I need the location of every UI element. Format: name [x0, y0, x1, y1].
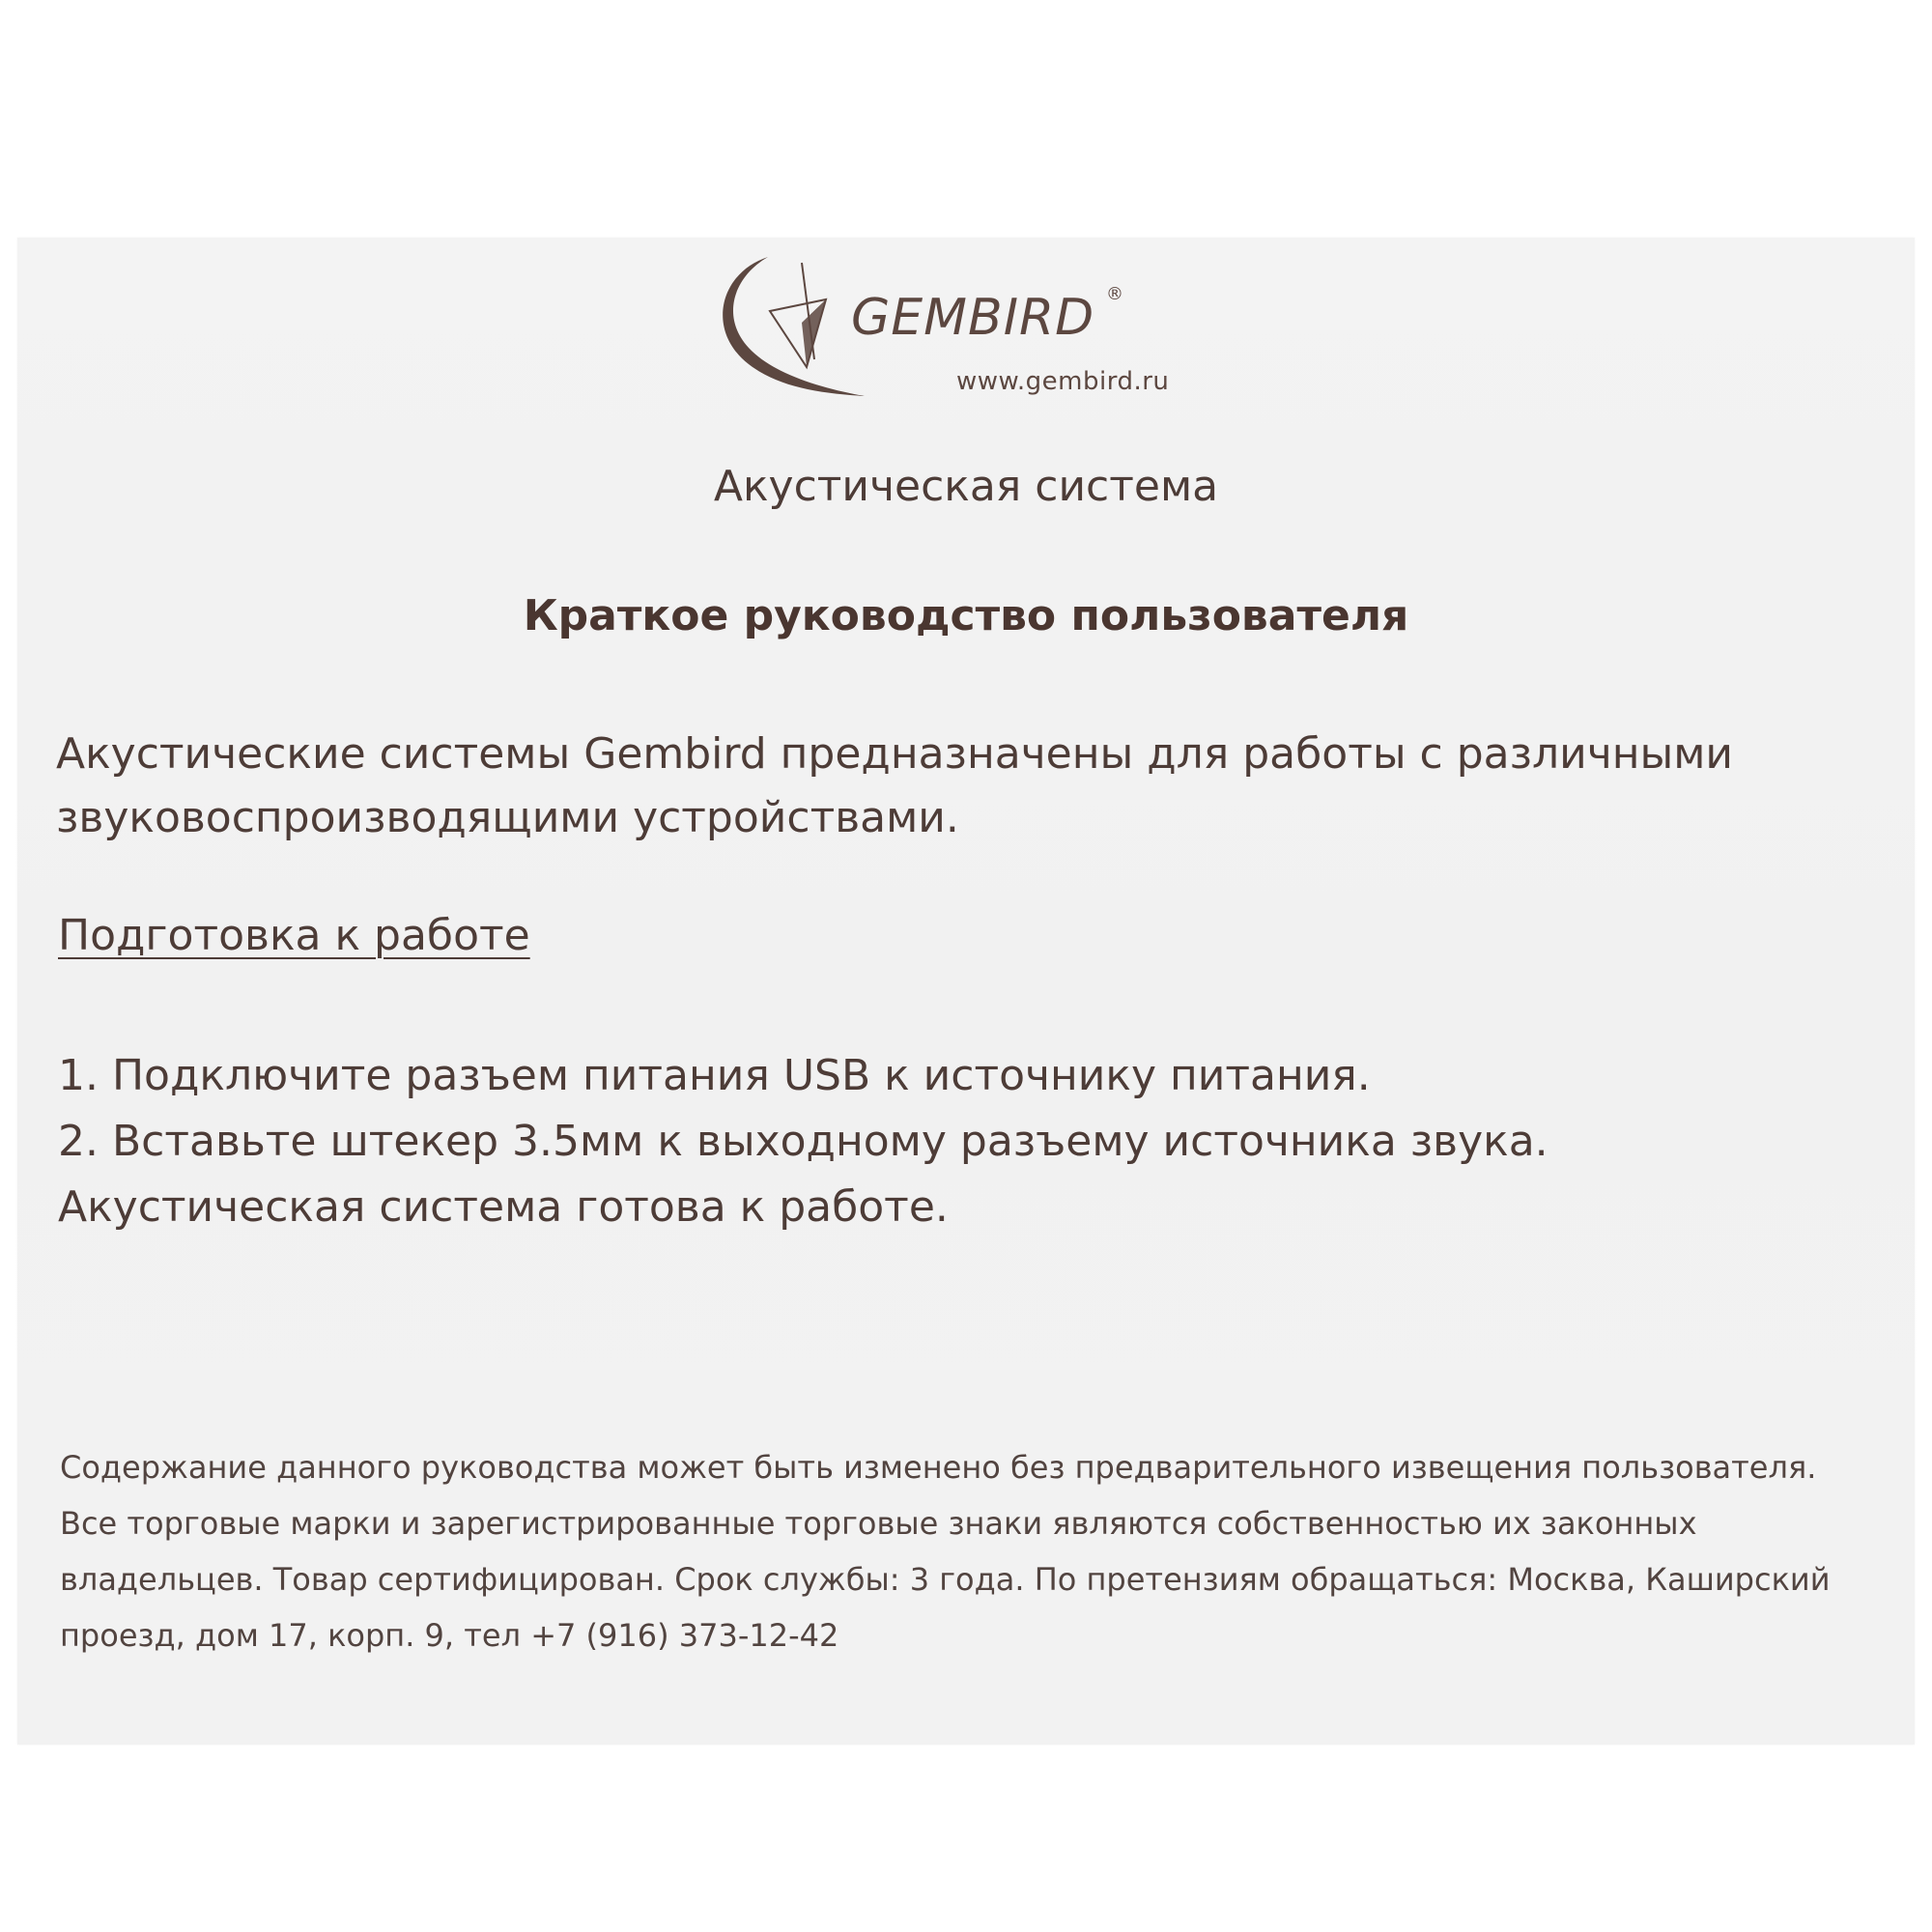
step-item: 2. Вставьте штекер 3.5мм к выходному разъему источника звука.	[58, 1117, 1548, 1166]
footer-disclaimer: Содержание данного руководства может быть изменено без предварительного извещения пользователя. Все торговые марки и зарегистрированные торговые знаки являются собственностью их законных владельцев. Товар сертифицирован. Срок службы: 3 года. По претензиям обращаться: Москва, Каширский проезд, дом 17, корп. 9, тел +7 (916) 373-12-42	[60, 1449, 1831, 1654]
gembird-logo	[710, 243, 1251, 408]
step-item: Акустическая система готова к работе.	[58, 1182, 949, 1232]
logo-brand: GEMBIRD	[851, 289, 1095, 347]
section-heading: Подготовка к работе	[58, 911, 530, 960]
steps-list	[58, 1043, 1874, 1240]
step-item: 1. Подключите разъем питания USB к источнику питания.	[58, 1051, 1371, 1100]
gembird-swoosh-icon	[710, 243, 874, 408]
logo-url: www.gembird.ru	[956, 367, 1170, 396]
intro-paragraph: Акустические системы Gembird предназначены для работы с различными звуковоспроизводящими устройствами.	[56, 729, 1734, 842]
product-subtitle: Акустическая система	[713, 462, 1219, 511]
page-title: Краткое руководство пользователя	[523, 591, 1409, 640]
logo-registered-mark: ®	[1106, 284, 1123, 304]
